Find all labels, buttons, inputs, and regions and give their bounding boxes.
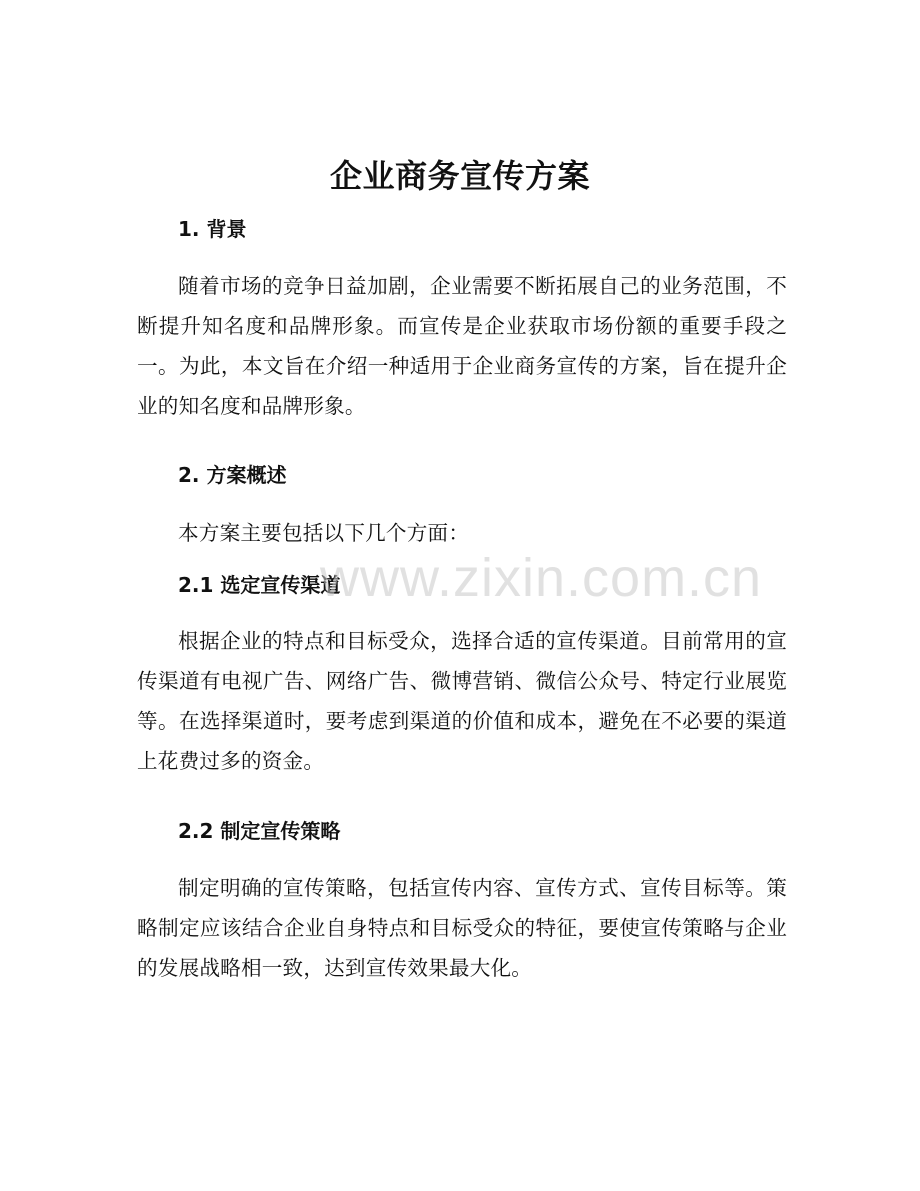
paragraph-overview: 本方案主要包括以下几个方面： (178, 521, 470, 545)
paragraph-background: 随着市场的竞争日益加剧，企业需要不断拓展自己的业务范围，不断提升知名度和品牌形象。而宣传是企业获取市场份额的重要手段之一。为此，本文旨在介绍一种适用于企业商务宣传的方案，旨在提升企业的知名度和品牌形象。 (137, 274, 787, 418)
paragraph-strategy: 制定明确的宣传策略，包括宣传内容、宣传方式、宣传目标等。策略制定应该结合企业自身特点和目标受众的特征，要使宣传策略与企业的发展战略相一致，达到宣传效果最大化。 (137, 876, 787, 980)
section-heading-overview: 2. 方案概述 (178, 463, 287, 487)
document-title: 企业商务宣传方案 (329, 157, 590, 195)
paragraph-channels: 根据企业的特点和目标受众，选择合适的宣传渠道。目前常用的宣传渠道有电视广告、网络广告、微博营销、微信公众号、特定行业展览等。在选择渠道时，要考虑到渠道的价值和成本，避免在不必要的渠道上花费过多的资金。 (137, 629, 787, 773)
section-heading-channels: 2.1 选定宣传渠道 (178, 573, 341, 597)
section-heading-background: 1. 背景 (178, 217, 247, 241)
watermark: www.zixin.com.cn (320, 548, 763, 608)
section-heading-strategy: 2.2 制定宣传策略 (178, 819, 341, 843)
